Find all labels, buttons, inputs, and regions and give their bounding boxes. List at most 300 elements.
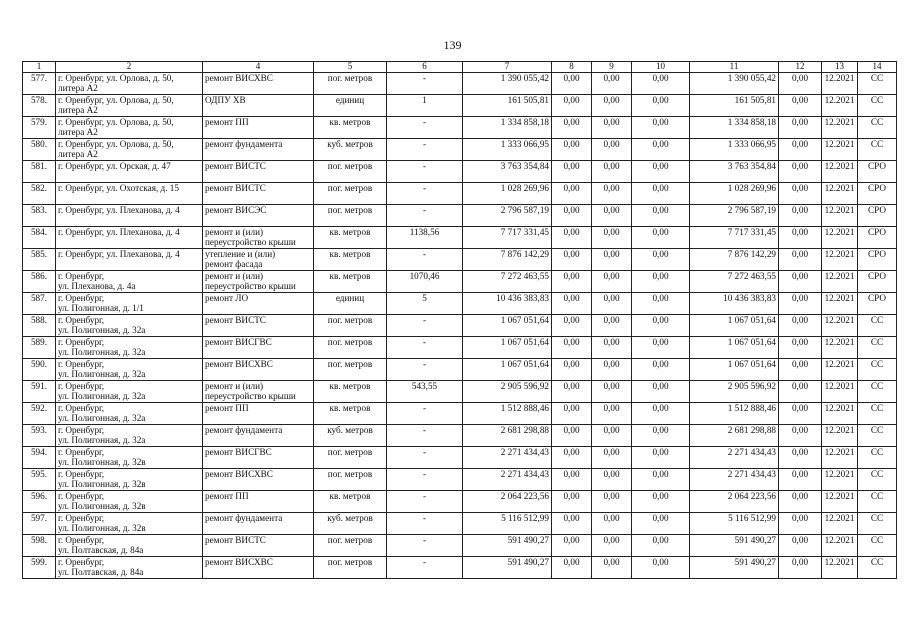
fund-cell-8: 0,00	[552, 513, 592, 535]
address-cell	[56, 161, 203, 183]
fund-cell-8: 0,00	[552, 447, 592, 469]
unit-cell: пог. метров	[314, 315, 387, 337]
work-type-cell-line: ремонт фундамента	[205, 513, 283, 523]
total-cost-cell: 7 876 142,29	[463, 249, 552, 271]
owner-funds-cell: 2 681 298,88	[690, 425, 779, 447]
other-funds-cell: 0,00	[779, 183, 822, 205]
fund-cell-8: 0,00	[552, 425, 592, 447]
work-type-cell	[203, 95, 314, 117]
row-number-cell: 587.	[23, 293, 56, 315]
other-funds-cell: 0,00	[779, 271, 822, 293]
row-number-cell: 593.	[23, 425, 56, 447]
work-type-cell	[203, 359, 314, 381]
table-row	[23, 513, 897, 535]
completion-date-cell-line: 12.	[824, 491, 837, 501]
volume-cell: -	[387, 117, 463, 139]
address-cell	[56, 95, 203, 117]
table-row	[23, 161, 897, 183]
work-type-cell-line: переустройство крыши	[205, 237, 296, 248]
table-row	[23, 271, 897, 293]
total-cost-cell: 1 333 066,95	[463, 139, 552, 161]
address-cell-line: литера А2	[58, 83, 98, 94]
fund-cell-9: 0,00	[592, 337, 632, 359]
completion-date-cell-line: 2021	[836, 557, 855, 567]
column-header: 12	[779, 62, 822, 73]
unit-cell: куб. метров	[314, 139, 387, 161]
fund-method-cell: СС	[858, 535, 897, 557]
address-cell-line: г. Оренбург, ул. Плеханова, д. 4	[58, 205, 180, 215]
volume-cell: -	[387, 557, 463, 579]
work-type-cell	[203, 73, 314, 95]
work-type-cell-line: ремонт ВИСТС	[205, 161, 266, 171]
work-type-cell-line: утепление и (или)	[205, 249, 276, 259]
fund-cell-8: 0,00	[552, 535, 592, 557]
total-cost-cell: 2 796 587,19	[463, 205, 552, 227]
table-row	[23, 205, 897, 227]
fund-method-cell: СРО	[858, 271, 897, 293]
owner-funds-cell: 2 905 596,92	[690, 381, 779, 403]
fund-method-cell: СРО	[858, 249, 897, 271]
work-type-cell	[203, 513, 314, 535]
unit-cell: кв. метров	[314, 117, 387, 139]
row-number-cell: 595.	[23, 469, 56, 491]
owner-funds-cell: 3 763 354,84	[690, 161, 779, 183]
completion-date-cell-line: 12.	[824, 359, 837, 369]
unit-cell: кв. метров	[314, 271, 387, 293]
completion-date-cell-line: 2021	[836, 381, 855, 391]
volume-cell: -	[387, 183, 463, 205]
work-type-cell-line: ремонт фундамента	[205, 425, 283, 435]
unit-cell: единиц	[314, 95, 387, 117]
row-number-cell: 592.	[23, 403, 56, 425]
fund-cell-9: 0,00	[592, 447, 632, 469]
address-cell-line: ул. Полтавская, д. 84а	[58, 545, 144, 556]
work-type-cell-line: переустройство крыши	[205, 391, 296, 402]
completion-date-cell	[822, 95, 858, 117]
table-row	[23, 117, 897, 139]
other-funds-cell: 0,00	[779, 491, 822, 513]
fund-cell-9: 0,00	[592, 227, 632, 249]
table-row	[23, 183, 897, 205]
completion-date-cell-line: 12.	[824, 161, 837, 171]
work-type-cell-line: ремонт ВИСГВС	[205, 337, 272, 347]
work-type-cell-line: ремонт ВИСТС	[205, 535, 266, 545]
address-cell	[56, 557, 203, 579]
fund-cell-8: 0,00	[552, 315, 592, 337]
other-funds-cell: 0,00	[779, 381, 822, 403]
completion-date-cell	[822, 117, 858, 139]
other-funds-cell: 0,00	[779, 557, 822, 579]
address-cell-line: ул. Полтавская, д. 84а	[58, 567, 144, 578]
unit-cell: кв. метров	[314, 227, 387, 249]
completion-date-cell-line: 12.	[824, 447, 837, 457]
completion-date-cell-line: 12.	[824, 249, 837, 259]
total-cost-cell: 1 028 269,96	[463, 183, 552, 205]
address-cell-line: ул. Полигонная, д. 32а	[58, 413, 146, 424]
work-type-cell	[203, 469, 314, 491]
column-header: 10	[632, 62, 690, 73]
completion-date-cell	[822, 227, 858, 249]
owner-funds-cell: 7 876 142,29	[690, 249, 779, 271]
table-row	[23, 359, 897, 381]
completion-date-cell-line: 2021	[836, 535, 855, 545]
fund-cell-9: 0,00	[592, 95, 632, 117]
completion-date-cell-line: 12.	[824, 513, 837, 523]
address-cell-line: г. Оренбург,	[58, 535, 105, 545]
volume-cell: 1	[387, 95, 463, 117]
volume-cell: 5	[387, 293, 463, 315]
fund-cell-8: 0,00	[552, 183, 592, 205]
fund-cell-10: 0,00	[632, 249, 690, 271]
repair-register-table	[22, 61, 897, 579]
fund-cell-10: 0,00	[632, 205, 690, 227]
fund-cell-10: 0,00	[632, 337, 690, 359]
fund-method-cell: СРО	[858, 161, 897, 183]
address-cell-line: ул. Полигонная, д. 32а	[58, 347, 146, 358]
table-row	[23, 447, 897, 469]
address-cell-line: г. Оренбург,	[58, 271, 105, 281]
fund-cell-8: 0,00	[552, 139, 592, 161]
work-type-cell-line: ремонт и (или)	[205, 381, 264, 391]
completion-date-cell-line: 2021	[836, 73, 855, 83]
fund-cell-8: 0,00	[552, 359, 592, 381]
address-cell	[56, 381, 203, 403]
other-funds-cell: 0,00	[779, 337, 822, 359]
fund-cell-9: 0,00	[592, 117, 632, 139]
row-number-cell: 586.	[23, 271, 56, 293]
work-type-cell-line: переустройство крыши	[205, 281, 296, 292]
volume-cell: -	[387, 447, 463, 469]
unit-cell: пог. метров	[314, 535, 387, 557]
total-cost-cell: 591 490,27	[463, 535, 552, 557]
address-cell	[56, 315, 203, 337]
completion-date-cell	[822, 359, 858, 381]
volume-cell: -	[387, 315, 463, 337]
completion-date-cell-line: 12.	[824, 425, 837, 435]
fund-cell-8: 0,00	[552, 271, 592, 293]
unit-cell: куб. метров	[314, 425, 387, 447]
completion-date-cell-line: 12.	[824, 315, 837, 325]
fund-method-cell: СС	[858, 315, 897, 337]
other-funds-cell: 0,00	[779, 205, 822, 227]
work-type-cell-line: ОДПУ ХВ	[205, 95, 246, 105]
fund-cell-8: 0,00	[552, 403, 592, 425]
address-cell	[56, 425, 203, 447]
owner-funds-cell: 7 717 331,45	[690, 227, 779, 249]
fund-cell-10: 0,00	[632, 513, 690, 535]
fund-cell-9: 0,00	[592, 161, 632, 183]
completion-date-cell-line: 2021	[836, 117, 855, 127]
address-cell-line: г. Оренбург, ул. Орская, д. 47	[58, 161, 171, 171]
completion-date-cell-line: 2021	[836, 249, 855, 259]
address-cell-line: ул. Плеханова, д. 4а	[58, 281, 136, 292]
fund-cell-10: 0,00	[632, 381, 690, 403]
completion-date-cell-line: 2021	[836, 183, 855, 193]
completion-date-cell-line: 12.	[824, 535, 837, 545]
completion-date-cell-line: 12.	[824, 381, 837, 391]
work-type-cell-line: ремонт ВИСХВС	[205, 557, 273, 567]
work-type-cell	[203, 117, 314, 139]
completion-date-cell	[822, 271, 858, 293]
completion-date-cell-line: 2021	[836, 205, 855, 215]
volume-cell: 1070,46	[387, 271, 463, 293]
fund-method-cell: СС	[858, 95, 897, 117]
completion-date-cell	[822, 469, 858, 491]
table-row	[23, 491, 897, 513]
address-cell-line: ул. Полигонная, д. 32а	[58, 435, 146, 446]
address-cell-line: г. Оренбург, ул. Орлова, д. 50,	[58, 139, 174, 149]
fund-method-cell: СРО	[858, 205, 897, 227]
address-cell-line: г. Оренбург,	[58, 381, 105, 391]
column-header: 13	[822, 62, 858, 73]
address-cell-line: ул. Полигонная, д. 32в	[58, 457, 146, 468]
fund-cell-8: 0,00	[552, 337, 592, 359]
row-number-cell: 590.	[23, 359, 56, 381]
unit-cell: кв. метров	[314, 403, 387, 425]
total-cost-cell: 161 505,81	[463, 95, 552, 117]
unit-cell: пог. метров	[314, 557, 387, 579]
total-cost-cell: 2 681 298,88	[463, 425, 552, 447]
total-cost-cell: 7 272 463,55	[463, 271, 552, 293]
owner-funds-cell: 1 067 051,64	[690, 315, 779, 337]
fund-method-cell: СС	[858, 513, 897, 535]
fund-cell-8: 0,00	[552, 117, 592, 139]
completion-date-cell-line: 2021	[836, 469, 855, 479]
fund-cell-10: 0,00	[632, 469, 690, 491]
unit-cell: пог. метров	[314, 469, 387, 491]
row-number-cell: 580.	[23, 139, 56, 161]
work-type-cell	[203, 425, 314, 447]
fund-cell-10: 0,00	[632, 227, 690, 249]
address-cell-line: г. Оренбург, ул. Охотская, д. 15	[58, 183, 179, 193]
work-type-cell	[203, 535, 314, 557]
work-type-cell-line: ремонт ПП	[205, 491, 249, 501]
volume-cell: -	[387, 73, 463, 95]
completion-date-cell-line: 2021	[836, 315, 855, 325]
owner-funds-cell: 161 505,81	[690, 95, 779, 117]
completion-date-cell-line: 12.	[824, 271, 837, 281]
completion-date-cell-line: 12.	[824, 469, 837, 479]
row-number-cell: 598.	[23, 535, 56, 557]
fund-method-cell: СС	[858, 117, 897, 139]
fund-method-cell: СС	[858, 139, 897, 161]
fund-cell-8: 0,00	[552, 161, 592, 183]
other-funds-cell: 0,00	[779, 73, 822, 95]
completion-date-cell-line: 2021	[836, 403, 855, 413]
volume-cell: -	[387, 469, 463, 491]
other-funds-cell: 0,00	[779, 315, 822, 337]
other-funds-cell: 0,00	[779, 359, 822, 381]
table-row	[23, 227, 897, 249]
fund-cell-8: 0,00	[552, 557, 592, 579]
completion-date-cell	[822, 183, 858, 205]
volume-cell: -	[387, 337, 463, 359]
address-cell	[56, 337, 203, 359]
fund-cell-10: 0,00	[632, 183, 690, 205]
fund-cell-9: 0,00	[592, 205, 632, 227]
column-number-row	[23, 62, 897, 73]
address-cell	[56, 359, 203, 381]
fund-method-cell: СС	[858, 557, 897, 579]
total-cost-cell: 1 067 051,64	[463, 359, 552, 381]
completion-date-cell-line: 2021	[836, 293, 855, 303]
fund-cell-10: 0,00	[632, 161, 690, 183]
completion-date-cell	[822, 161, 858, 183]
completion-date-cell-line: 2021	[836, 513, 855, 523]
work-type-cell-line: ремонт ВИСТС	[205, 183, 266, 193]
address-cell-line: г. Оренбург,	[58, 557, 105, 567]
other-funds-cell: 0,00	[779, 139, 822, 161]
address-cell	[56, 139, 203, 161]
column-header: 6	[387, 62, 463, 73]
row-number-cell: 594.	[23, 447, 56, 469]
fund-cell-10: 0,00	[632, 425, 690, 447]
other-funds-cell: 0,00	[779, 469, 822, 491]
work-type-cell	[203, 293, 314, 315]
fund-cell-9: 0,00	[592, 249, 632, 271]
completion-date-cell	[822, 381, 858, 403]
completion-date-cell-line: 2021	[836, 271, 855, 281]
total-cost-cell: 2 271 434,43	[463, 447, 552, 469]
completion-date-cell-line: 12.	[824, 73, 837, 83]
fund-cell-8: 0,00	[552, 381, 592, 403]
volume-cell: -	[387, 249, 463, 271]
unit-cell: пог. метров	[314, 337, 387, 359]
row-number-cell: 581.	[23, 161, 56, 183]
fund-cell-8: 0,00	[552, 95, 592, 117]
address-cell	[56, 535, 203, 557]
column-header: 1	[23, 62, 56, 73]
owner-funds-cell: 2 064 223,56	[690, 491, 779, 513]
unit-cell: кв. метров	[314, 249, 387, 271]
address-cell-line: литера А2	[58, 149, 98, 160]
completion-date-cell-line: 12.	[824, 557, 837, 567]
fund-cell-10: 0,00	[632, 491, 690, 513]
fund-cell-10: 0,00	[632, 315, 690, 337]
fund-cell-9: 0,00	[592, 491, 632, 513]
total-cost-cell: 1 512 888,46	[463, 403, 552, 425]
fund-cell-10: 0,00	[632, 359, 690, 381]
completion-date-cell-line: 12.	[824, 117, 837, 127]
address-cell	[56, 271, 203, 293]
work-type-cell-line: ремонт ЛО	[205, 293, 249, 303]
fund-method-cell: СРО	[858, 293, 897, 315]
row-number-cell: 584.	[23, 227, 56, 249]
address-cell	[56, 513, 203, 535]
total-cost-cell: 1 390 055,42	[463, 73, 552, 95]
completion-date-cell	[822, 73, 858, 95]
table-row	[23, 293, 897, 315]
work-type-cell	[203, 315, 314, 337]
address-cell-line: г. Оренбург,	[58, 513, 105, 523]
work-type-cell-line: ремонт ВИСХВС	[205, 359, 273, 369]
unit-cell: куб. метров	[314, 513, 387, 535]
row-number-cell: 599.	[23, 557, 56, 579]
completion-date-cell-line: 12.	[824, 183, 837, 193]
address-cell-line: г. Оренбург, ул. Плеханова, д. 4	[58, 249, 180, 259]
fund-cell-10: 0,00	[632, 117, 690, 139]
row-number-cell: 583.	[23, 205, 56, 227]
address-cell	[56, 403, 203, 425]
fund-method-cell: СС	[858, 359, 897, 381]
fund-cell-10: 0,00	[632, 139, 690, 161]
completion-date-cell	[822, 139, 858, 161]
address-cell-line: ул. Полигонная, д. 32а	[58, 369, 146, 380]
table-row	[23, 139, 897, 161]
other-funds-cell: 0,00	[779, 117, 822, 139]
unit-cell: пог. метров	[314, 161, 387, 183]
fund-cell-9: 0,00	[592, 469, 632, 491]
row-number-cell: 596.	[23, 491, 56, 513]
fund-cell-10: 0,00	[632, 535, 690, 557]
fund-cell-8: 0,00	[552, 227, 592, 249]
address-cell	[56, 447, 203, 469]
address-cell	[56, 183, 203, 205]
completion-date-cell	[822, 513, 858, 535]
address-cell	[56, 469, 203, 491]
table-row	[23, 95, 897, 117]
unit-cell: кв. метров	[314, 491, 387, 513]
fund-method-cell: СС	[858, 425, 897, 447]
column-header: 11	[690, 62, 779, 73]
volume-cell: -	[387, 513, 463, 535]
table-body	[23, 62, 897, 579]
address-cell-line: г. Оренбург,	[58, 425, 105, 435]
other-funds-cell: 0,00	[779, 293, 822, 315]
unit-cell: пог. метров	[314, 205, 387, 227]
address-cell-line: ул. Полигонная, д. 1/1	[58, 303, 144, 314]
total-cost-cell: 3 763 354,84	[463, 161, 552, 183]
unit-cell: пог. метров	[314, 183, 387, 205]
completion-date-cell-line: 12.	[824, 95, 837, 105]
row-number-cell: 588.	[23, 315, 56, 337]
column-header: 5	[314, 62, 387, 73]
completion-date-cell-line: 2021	[836, 491, 855, 501]
work-type-cell	[203, 139, 314, 161]
fund-cell-10: 0,00	[632, 403, 690, 425]
total-cost-cell: 1 334 858,18	[463, 117, 552, 139]
address-cell	[56, 117, 203, 139]
table-row	[23, 315, 897, 337]
address-cell-line: литера А2	[58, 105, 98, 116]
other-funds-cell: 0,00	[779, 447, 822, 469]
fund-cell-9: 0,00	[592, 513, 632, 535]
address-cell	[56, 249, 203, 271]
total-cost-cell: 2 064 223,56	[463, 491, 552, 513]
unit-cell: пог. метров	[314, 447, 387, 469]
fund-cell-9: 0,00	[592, 535, 632, 557]
fund-cell-10: 0,00	[632, 271, 690, 293]
owner-funds-cell: 1 334 858,18	[690, 117, 779, 139]
completion-date-cell	[822, 491, 858, 513]
owner-funds-cell: 10 436 383,83	[690, 293, 779, 315]
fund-cell-9: 0,00	[592, 315, 632, 337]
completion-date-cell	[822, 337, 858, 359]
total-cost-cell: 2 905 596,92	[463, 381, 552, 403]
completion-date-cell	[822, 315, 858, 337]
address-cell-line: г. Оренбург,	[58, 491, 105, 501]
volume-cell: -	[387, 139, 463, 161]
table-row	[23, 381, 897, 403]
page-number: 139	[443, 38, 462, 52]
address-cell-line: г. Оренбург, ул. Орлова, д. 50,	[58, 73, 174, 83]
total-cost-cell: 591 490,27	[463, 557, 552, 579]
completion-date-cell	[822, 535, 858, 557]
fund-method-cell: СРО	[858, 183, 897, 205]
work-type-cell	[203, 447, 314, 469]
other-funds-cell: 0,00	[779, 513, 822, 535]
fund-cell-9: 0,00	[592, 271, 632, 293]
